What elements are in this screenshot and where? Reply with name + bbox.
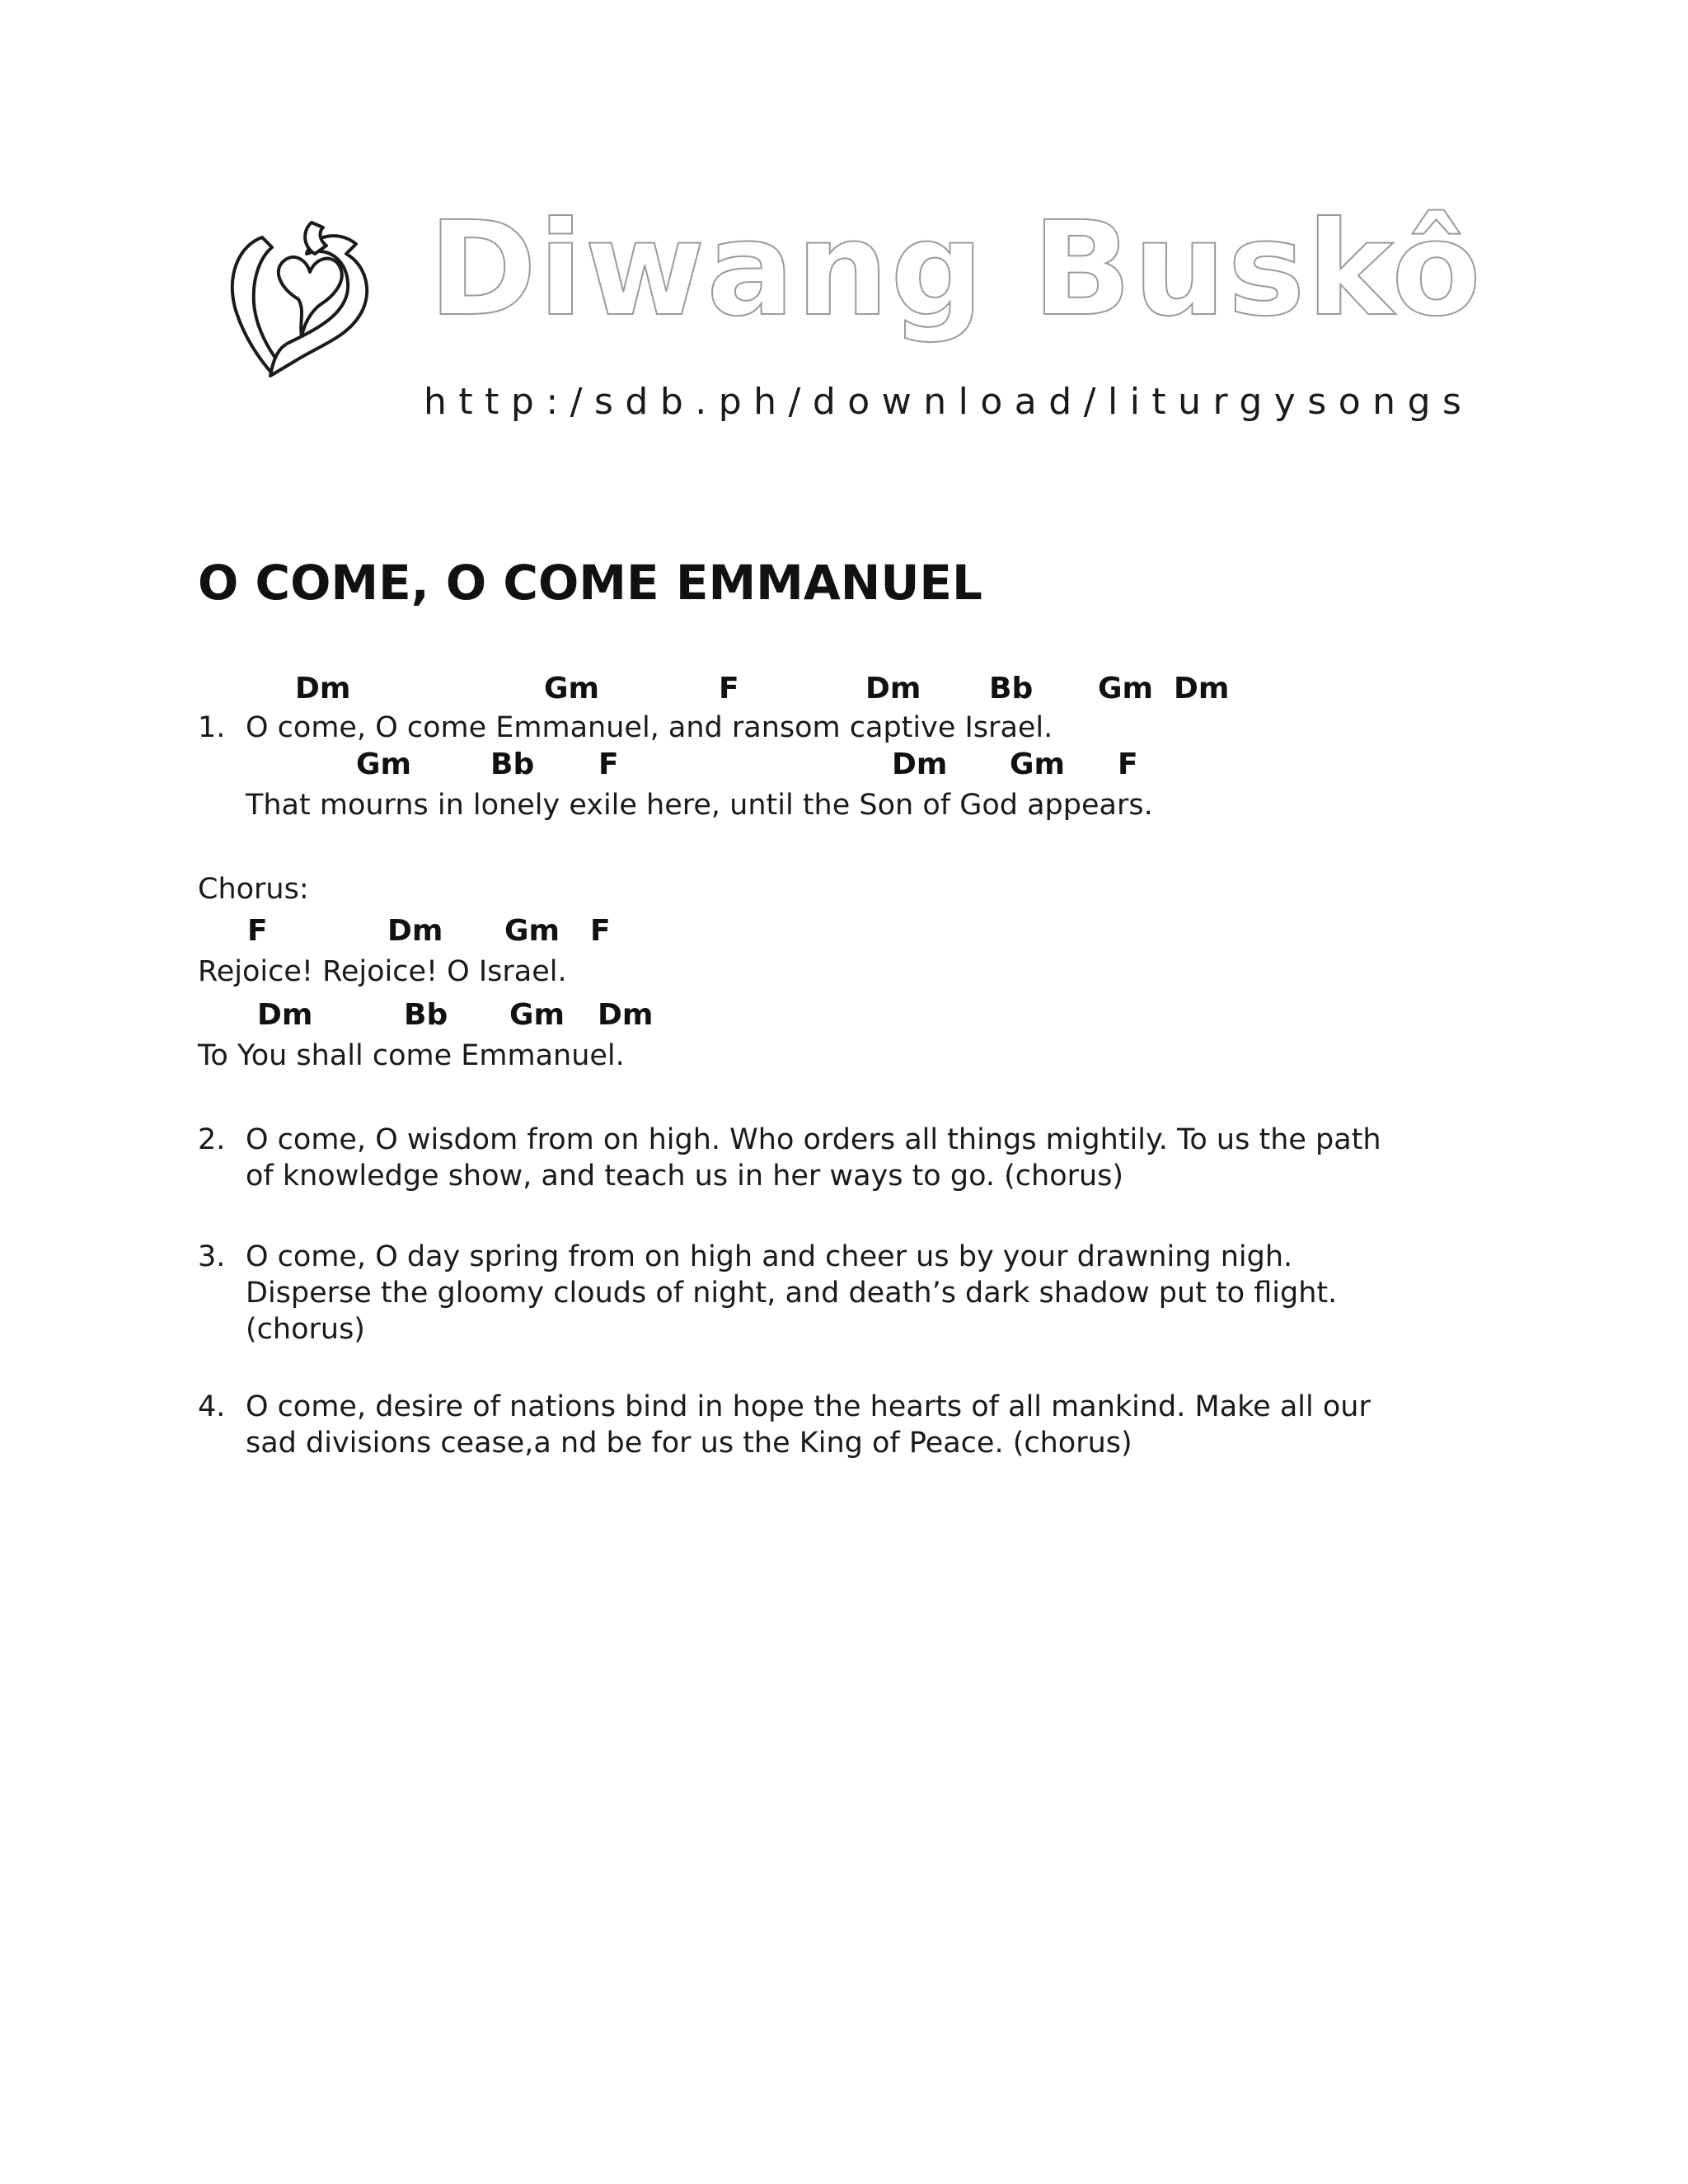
chord: F: [598, 748, 619, 781]
lyric-line: O come, desire of nations bind in hope the hearts of all mankind. Make all our: [246, 1390, 1371, 1423]
lyric-line: sad divisions cease,a nd be for us the King of Peace. (chorus): [246, 1427, 1132, 1460]
chord: Dm: [387, 914, 443, 948]
chord: Gm: [1010, 748, 1066, 781]
chorus-label: Chorus:: [198, 873, 309, 906]
chord: Dm: [1174, 672, 1230, 705]
chord: Gm: [504, 914, 560, 948]
chord: Gm: [544, 672, 600, 705]
verse-number: 2.: [198, 1123, 226, 1156]
verse-number: 1.: [198, 711, 226, 744]
verse-number: 4.: [198, 1390, 226, 1423]
lyric-line: That mourns in lonely exile here, until the Son of God appears.: [246, 789, 1153, 822]
lyric-line: (chorus): [246, 1313, 365, 1346]
lyric-line: Disperse the gloomy clouds of night, and death’s dark shadow put to flight.: [246, 1277, 1338, 1310]
heart-logo-icon: [223, 213, 387, 377]
lyric-line: of knowledge show, and teach us in her ways to go. (chorus): [246, 1160, 1124, 1193]
chord: Gm: [509, 998, 565, 1032]
chord: F: [590, 914, 611, 948]
lyric-line: Rejoice! Rejoice! O Israel.: [198, 955, 567, 988]
lyric-line: O come, O day spring from on high and cheer us by your drawning nigh.: [246, 1240, 1293, 1273]
chord: F: [247, 914, 268, 948]
chord: Bb: [989, 672, 1034, 705]
lyric-line: O come, O wisdom from on high. Who orders all things mightily. To us the path: [246, 1123, 1381, 1156]
chord: Dm: [598, 998, 654, 1032]
chord: Bb: [404, 998, 448, 1032]
site-url: http:/sdb.ph/download/liturgysongs: [424, 381, 1474, 423]
song-title: O COME, O COME EMMANUEL: [198, 555, 982, 611]
brand-name: Diwang Buskô: [429, 194, 1483, 345]
chord: Dm: [892, 748, 948, 781]
chord: Gm: [356, 748, 412, 781]
chord: F: [719, 672, 739, 705]
chord: Gm: [1098, 672, 1154, 705]
chord: Dm: [257, 998, 313, 1032]
chord: Dm: [865, 672, 921, 705]
chord: F: [1118, 748, 1138, 781]
verse-number: 3.: [198, 1240, 226, 1273]
lyric-line: O come, O come Emmanuel, and ransom captive Israel.: [246, 711, 1053, 744]
chord: Dm: [295, 672, 351, 705]
lyric-line: To You shall come Emmanuel.: [198, 1039, 625, 1072]
chord: Bb: [490, 748, 535, 781]
